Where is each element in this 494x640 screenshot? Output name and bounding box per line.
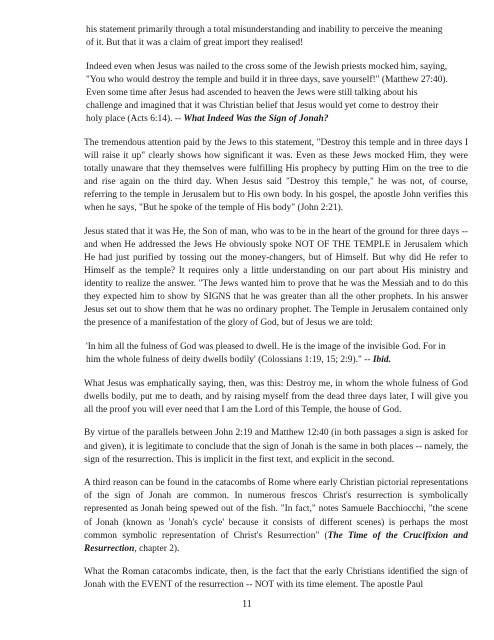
paragraph-8 (84, 566, 468, 592)
paragraph-7-tail: , chapter 2). (134, 543, 180, 554)
paragraph-2-citation: What Indeed Was the Sign of Jonah? (183, 114, 329, 125)
block-quote-text: 'In him all the fulness of God was pleased to dwell. He is the image of the invisible God. For in him the whole fulness of deity dwells bodily' (Colossians 1:19, 15; 2:9)." -- (86, 341, 446, 366)
block-quote-citation: Ibid (372, 355, 389, 366)
paragraph-1-text: his statement primarily through a total misunderstanding and inability to perceive the meaning of it. But that it was a claim of great import they realised! (86, 25, 443, 49)
paragraph-7-text: A third reason can be found in the catacombs of Rome where early Christian pictorial representations of the sign of Jonah are common. In numerous frescos Christ's resurrection is symbolically represented as Jonah being spewed out of the fish. "In fact," notes Samuele Bacchiocchi, "the scene of Jonah (known as 'Jonah's cycle' because it consists of different scenes) is perhaps the most common symbolic representation of Christ's Resurrection" ( (84, 478, 468, 541)
paragraph-4 (84, 226, 468, 331)
paragraph-4-text: Jesus stated that it was He, the Son of man, who was to be in the heart of the ground for three days -- and when He addressed the Jews He obviously spoke NOT OF THE TEMPLE in Jerusalem which He had just purified by tossing out the money-changers, but of Himself. But why did He refer to Himself as the temple? It requires only a little understanding on our part about His ministry and identity to realize the answer. "The Jews wanted him to prove that he was the Messiah and to do this they expected him to show by SIGNS that he was greater than all the other prophets. In his answer Jesus set out to show them that he was no ordinary prophet. The Temple in Jerusalem contained only the presence of a manifestation of the glory of God, but of Jesus we are told: (84, 226, 468, 329)
paragraph-8-text: What the Roman catacombs indicate, then, is the fact that the early Christians identified the sign of Jonah with the EVENT of the resurrection -- NOT with its time element. The apostle Paul (84, 567, 468, 591)
page-number: 11 (242, 599, 252, 610)
paragraph-7 (84, 477, 468, 556)
block-quote (86, 341, 452, 367)
paragraph-6 (84, 427, 468, 466)
paragraph-6-text: By virtue of the parallels between John 2:19 and Matthew 12:40 (in both passages a sign is asked for and given), it is legitimate to conclude that the sign of Jonah is the same in both places -- namely, the sign of the resurrection. This is implicit in the first text, and explicit in the second. (84, 428, 468, 465)
paragraph-2-text: Indeed even when Jesus was nailed to the cross some of the Jewish priests mocked him, saying, "You who would destroy the temple and build it in three days, save yourself!" (Matthew 27:40). Even some time after Jesus had ascended to heaven the Jews were still talking about his challenge and imagined that it was Christian belief that Jesus would yet come to destroy their holy place (Acts 6:14). -- (86, 61, 448, 125)
paragraph-3-text: The tremendous attention paid by the Jews to this statement, "Destroy this temple and in three days I will raise it up" clearly shows how significant it was. Even as these Jews mocked Him, they were totally unaware that they themselves were fulfilling His prophecy by putting Him on the tree to die and rise again on the third day. When Jesus said "Destroy this temple," he was not, of course, referring to the temple in Jerusalem but to His own body. In his gospel, the apostle John verifies this when he says, "But he spoke of the temple of His body" (John 2:21). (84, 137, 468, 214)
paragraph-2 (86, 61, 448, 126)
paragraph-7-citation: The Time of the Crucifixion and Resurrection (84, 530, 468, 554)
paragraph-5-text: What Jesus was emphatically saying, then, was this: Destroy me, in whom the whole fulness of God dwells bodily, put me to death, and by raising myself from the dead three days later, I will give you all the proof you will ever need that I am the Lord of this Temple, the house of God. (84, 378, 468, 415)
paragraph-1 (86, 24, 448, 50)
block-quote-citation-period: . (388, 355, 391, 366)
paragraph-5 (84, 378, 468, 417)
paragraph-3 (84, 137, 468, 216)
